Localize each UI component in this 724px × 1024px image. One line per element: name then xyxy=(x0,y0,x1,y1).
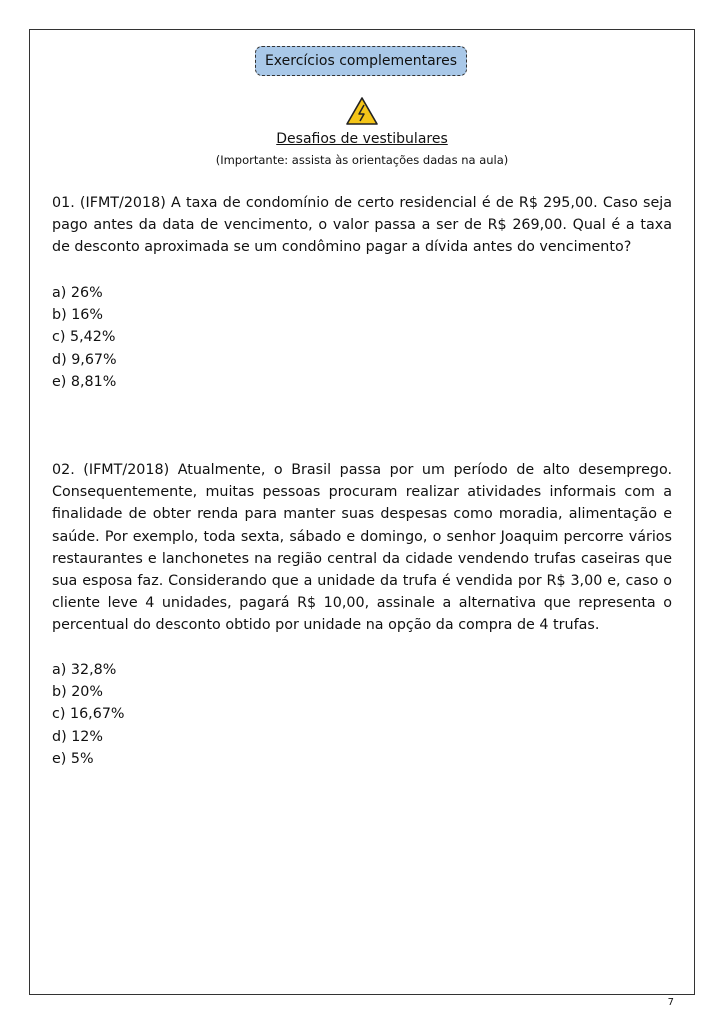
option-c: c) 16,67% xyxy=(52,706,125,723)
section-subtitle: (Importante: assista às orientações dadas na aula) xyxy=(215,153,509,167)
option-b: b) 16% xyxy=(52,307,103,324)
question-2-options xyxy=(52,659,125,770)
option-b: b) 20% xyxy=(52,684,103,701)
section-banner xyxy=(255,46,467,76)
option-c: c) 5,42% xyxy=(52,329,116,346)
question-2-text: 02. (IFMT/2018) Atualmente, o Brasil passa por um período de alto desemprego. Consequentemente, muitas pessoas procuram realizar atividades informais com a finalidade de obter renda para manter suas despesas como moradia, alimentação e saúde. Por exemplo, toda sexta, sábado e domingo, o senhor Joaquim percorre vários restaurantes e lanchonetes na região central da cidade vendendo trufas caseiras que sua esposa faz. Considerando que a unidade da trufa é vendida por R$ 3,00 e, caso o cliente leve 4 unidades, pagará R$ 10,00, assinale a alternativa que representa o percentual do desconto obtido por unidade na opção da compra de 4 trufas. xyxy=(52,462,672,634)
option-d: d) 9,67% xyxy=(52,351,117,368)
option-e: e) 8,81% xyxy=(52,373,117,390)
option-e: e) 5% xyxy=(52,750,94,767)
section-banner-label: Exercícios complementares xyxy=(264,53,458,69)
option-a: a) 26% xyxy=(52,285,103,301)
option-d: d) 12% xyxy=(52,728,103,745)
warning-lightning-icon xyxy=(345,96,379,126)
page-number: 7 xyxy=(667,997,674,1008)
option-a: a) 32,8% xyxy=(52,662,117,678)
question-1-options xyxy=(52,282,117,393)
section-title: Desafios de vestibulares xyxy=(276,131,448,147)
question-1-text: 01. (IFMT/2018) A taxa de condomínio de certo residencial é de R$ 295,00. Caso seja pago antes da data de vencimento, o valor passa a ser de R$ 269,00. Qual é a taxa de desconto aproximada se um condômino pagar a dívida antes do vencimento? xyxy=(52,195,672,256)
